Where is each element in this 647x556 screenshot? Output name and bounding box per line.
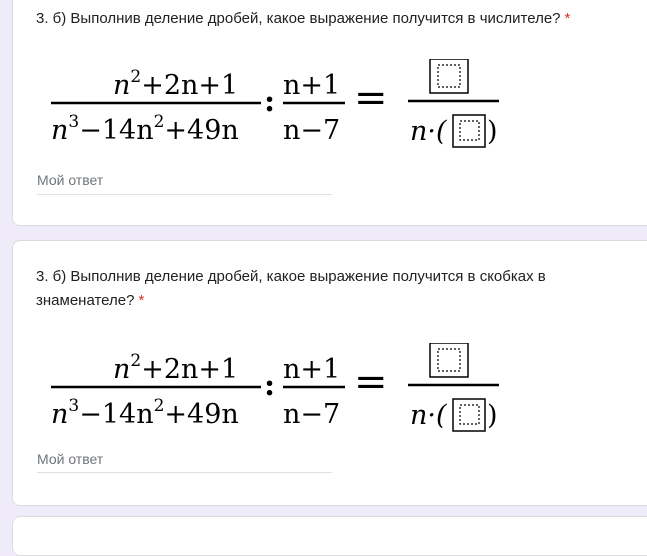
svg-text:n2+2n+1: [113, 67, 238, 101]
formula-text: n·(: [410, 116, 447, 147]
formula-text: 3: [68, 396, 80, 416]
formula-text: 2: [153, 112, 165, 132]
formula-svg: [51, 59, 521, 155]
formula-text: n: [113, 70, 131, 101]
question-card-3: [12, 516, 647, 556]
formula-text: +2n+1: [141, 354, 239, 385]
formula-text: n−7: [283, 115, 341, 146]
division-sign: :: [264, 368, 276, 403]
formula-text: ): [487, 400, 498, 431]
formula-text: n: [51, 399, 69, 430]
question-card-2: [12, 240, 647, 506]
formula-text: 2: [130, 351, 142, 371]
division-sign: :: [264, 84, 276, 119]
answer-underline: [37, 194, 332, 195]
answer-box-icon: [430, 59, 468, 93]
formula-text: −14n: [79, 399, 154, 430]
answer-box-icon: [453, 399, 485, 431]
question-text: 3. б) Выполнив деление дробей, какое выражение получится в скобках в знаменателе?: [36, 268, 546, 309]
question-title: [36, 265, 636, 313]
answer-box-icon: [453, 115, 485, 147]
dotted-box-icon: [438, 65, 460, 87]
formula-text: ): [487, 116, 498, 147]
required-asterisk: *: [138, 292, 145, 309]
question-formula-image: [51, 343, 521, 439]
question-text: 3. б) Выполнив деление дробей, какое выражение получится в числителе?: [36, 10, 561, 27]
formula-text: n: [51, 115, 69, 146]
svg-text:n·(: [410, 400, 448, 431]
question-formula-image: [51, 59, 521, 155]
formula-text: 2: [130, 67, 142, 87]
svg-text:n3−14n2+49n: [51, 112, 239, 146]
answer-underline: [37, 472, 332, 473]
dotted-box-icon: [460, 121, 479, 140]
formula-text: n·(: [410, 400, 447, 431]
question-title: [36, 7, 636, 31]
svg-text:n3−14n2+49n: [51, 396, 239, 430]
formula-text: n: [113, 354, 131, 385]
equals-sign: =: [354, 359, 388, 405]
formula-text: n+1: [283, 70, 341, 101]
svg-text:n·(: [410, 116, 448, 147]
required-asterisk: *: [564, 10, 571, 27]
dotted-box-icon: [438, 349, 460, 371]
answer-box-icon: [430, 343, 468, 377]
answer-input[interactable]: Мой ответ: [37, 172, 104, 188]
formula-text: 2: [153, 396, 165, 416]
equals-sign: =: [354, 75, 388, 121]
formula-text: n+1: [283, 354, 341, 385]
formula-text: −14n: [79, 115, 154, 146]
formula-text: +49n: [164, 115, 239, 146]
formula-svg: [51, 343, 521, 439]
formula-text: +49n: [164, 399, 239, 430]
question-card-1: [12, 0, 647, 226]
formula-text: 3: [68, 112, 80, 132]
svg-text:n2+2n+1: [113, 351, 238, 385]
answer-input[interactable]: Мой ответ: [37, 451, 104, 467]
formula-text: +2n+1: [141, 70, 239, 101]
formula-text: n−7: [283, 399, 341, 430]
dotted-box-icon: [460, 405, 479, 424]
